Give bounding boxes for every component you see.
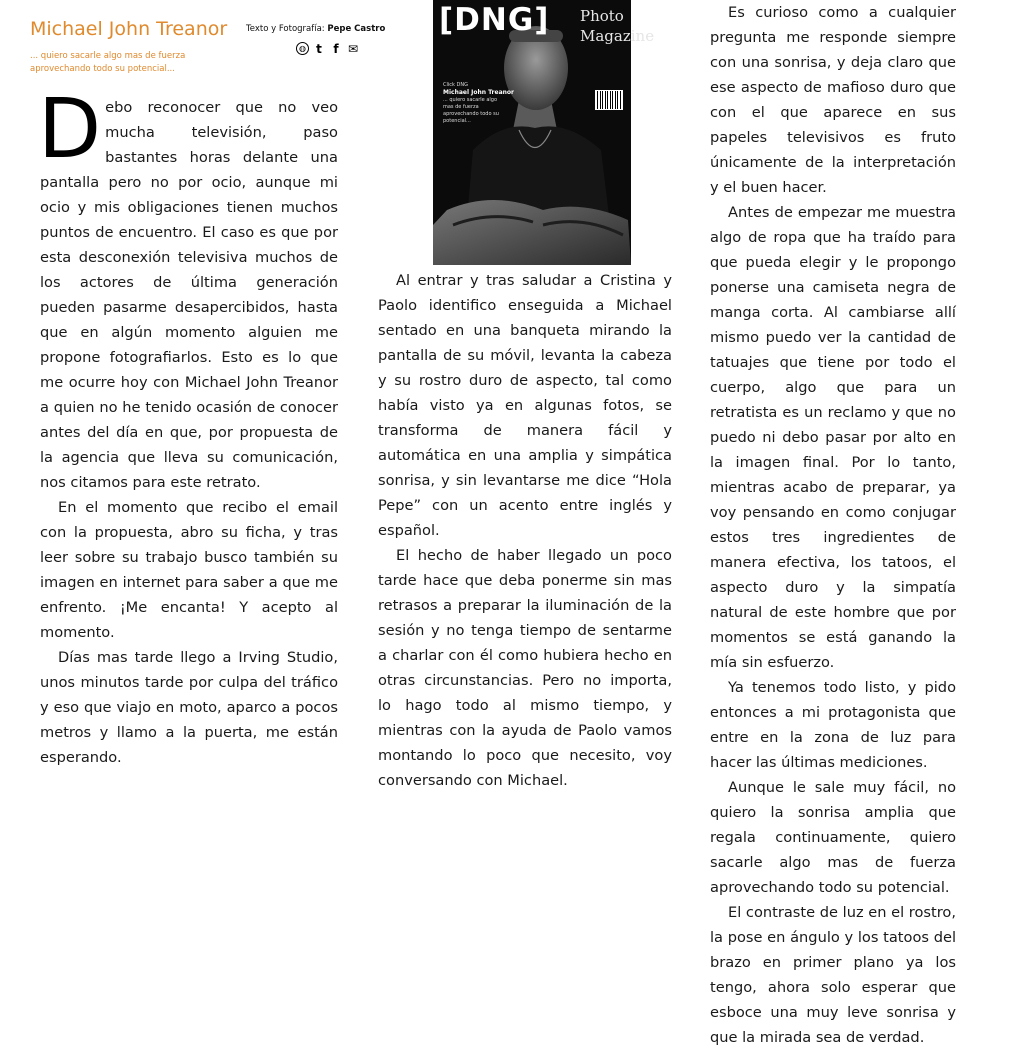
paragraph: Días mas tarde llego a Irving Studio, unos minutos tarde por culpa del tráfico y eso que viajo en moto, aparco a pocos metros y llamo a la puerta, me están esperando. <box>40 649 338 766</box>
paragraph <box>38 82 338 495</box>
article-subtitle: ... quiero sacarle algo mas de fuerza aprovechando todo su potencial... <box>30 51 186 74</box>
paragraph: El contraste de luz en el rostro, la pose en ángulo y los tatoos del brazo en primer plano ya los tengo, ahora solo esperar que esboce una muy leve sonrisa y que la mirada sea de verdad. <box>710 904 956 1046</box>
cover-magazine-line: Magazine <box>580 27 655 45</box>
barcode-icon <box>595 90 623 110</box>
social-icons <box>296 42 360 56</box>
cover-callout-name: Michael John Treanor <box>443 89 514 96</box>
globe-icon[interactable]: ◍ <box>296 42 309 55</box>
magazine-cover-image <box>433 0 655 265</box>
cover-magazine-name <box>580 6 654 46</box>
paragraph: El hecho de haber llegado un poco tarde hace que deba ponerme sin mas retrasos a preparar la iluminación de la sesión y no tenga tiempo de sentarme a charlar con él como hubiera hecho en otras circunstancias. Pero no importa, lo hago todo al mismo tiempo, y mientras con la ayuda de Paolo vamos montando lo poco que necesito, voy conversando con Michael. <box>378 547 672 789</box>
paragraph: Antes de empezar me muestra algo de ropa que ha traído para que pueda elegir y le propongo ponerse una camiseta negra de manga corta. Al cambiarse allí mismo puedo ver la cantidad de tatuajes que tiene por todo el cuerpo, algo que para un retratista es un reclamo y que no puedo ni debo pasar por alto en la imagen final. Por lo tanto, mientras acabo de preparar, ya voy pensando en como conjugar estos tres ingredientes de manera efectiva, los tatoos, el aspecto duro y la simpatía natural de este hombre que por momentos se está ganando la mía sin esfuerzo. <box>710 204 956 671</box>
paragraph: Es curioso como a cualquier pregunta me responde siempre con una sonrisa, y deja claro que ese aspecto de mafioso duro que con el que aparece en sus papeles televisivos es fruto únicamente de la interpretación y el buen hacer. <box>710 4 956 196</box>
cover-magazine-line: Photo <box>580 7 624 25</box>
credit-name: Pepe Castro <box>327 24 386 34</box>
paragraph: En el momento que recibo el email con la propuesta, abro su ficha, y tras leer sobre su trabajo busco también su imagen en internet para saber a que me enfrento. ¡Me encanta! Y acepto al momento. <box>40 499 338 641</box>
article-title: Michael John Treanor <box>30 18 228 40</box>
column-1 <box>38 82 338 770</box>
email-icon[interactable]: ✉ <box>347 42 359 56</box>
cover-masthead: [DNG] <box>439 2 550 38</box>
facebook-icon[interactable]: f <box>333 42 339 56</box>
paragraph: Al entrar y tras saludar a Cristina y Paolo identifico enseguida a Michael sentado en una banqueta mirando la pantalla de su móvil, levanta la cabeza y su rostro duro de aspecto, tal como había visto ya en algunas fotos, se transforma de manera fácil y automática en una amplia y simpática sonrisa, y sin levantarse me dice “Hola Pepe” con un acento entre inglés y español. <box>378 272 672 539</box>
paragraph: Ya tenemos todo listo, y pido entonces a mi protagonista que entre en la zona de luz para hacer las últimas mediciones. <box>710 679 956 771</box>
cover-callout <box>443 82 514 125</box>
cover-callout-quote: ... quiero sacarle algo mas de fuerza aprovechando todo su potencial... <box>443 97 499 124</box>
column-2 <box>378 268 672 793</box>
twitter-icon[interactable]: t <box>316 42 322 56</box>
drop-cap: D <box>38 82 102 177</box>
photo-credit <box>246 24 385 34</box>
column-3 <box>710 0 956 1050</box>
paragraph-text: ebo reconocer que no veo mucha televisión, paso bastantes horas delante una pantalla pero no por ocio, aunque mi ocio y mis obligaciones tienen muchos puntos de encuentro. El caso es que por esta desconexión televisiva muchos de los actores de última generación pueden pasarme desapercibidos, hasta que en algún momento alguien me propone fotografiarlos. Esto es lo que me ocurre hoy con Michael John Treanor a quien no he tenido ocasión de conocer antes del día en que, por propuesta de la agencia que lleva su comunicación, nos citamos para este retrato. <box>40 99 338 491</box>
cover-callout-label: Click DNG <box>443 82 468 88</box>
paragraph: Aunque le sale muy fácil, no quiero la sonrisa amplia que regala continuamente, quiero sacarle algo mas de fuerza aprovechando todo su potencial. <box>710 779 956 896</box>
credit-label: Texto y Fotografía: <box>246 24 325 34</box>
